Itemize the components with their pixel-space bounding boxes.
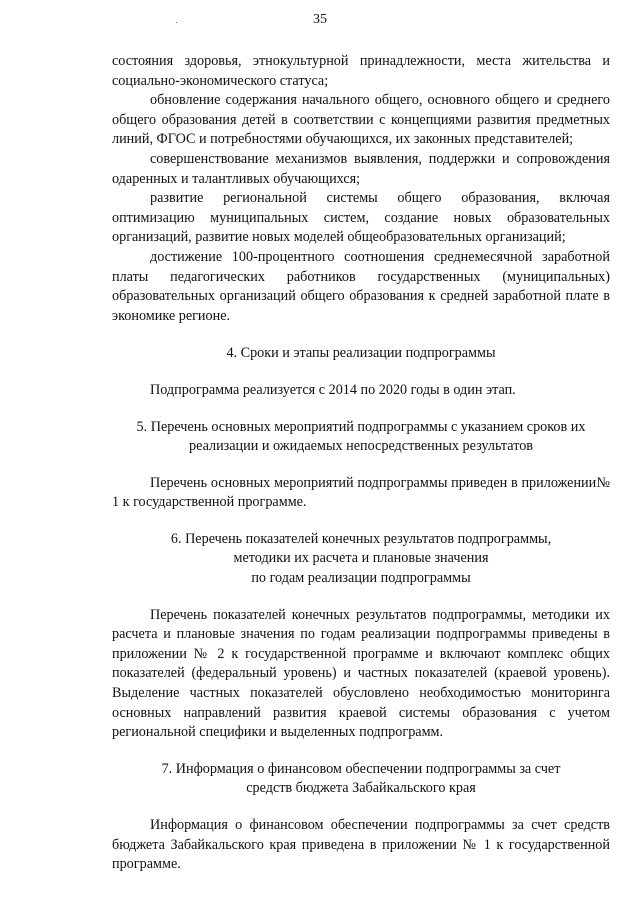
section-6-heading-line3: по годам реализации подпрограммы — [251, 570, 471, 587]
page-number: 35 — [313, 12, 327, 27]
section-4-text: Подпрограмма реализуется с 2014 по 2020 годы в один этап. — [150, 381, 516, 398]
section-7-heading-line2: средств бюджета Забайкальского края — [246, 780, 476, 797]
section-5-heading-line2: реализации и ожидаемых непосредственных результатов — [189, 438, 533, 455]
section-6-text: Перечень показателей конечных результатов подпрограммы, методики их расчета и плановые значения по годам реализации подпрограммы приведены в приложении № 2 к государственной программе и включают комплекс общих показателей (федеральный уровень) и частных показателей (краевой уровень). Выделение частных показателей обусловлено необходимостью мониторинга основных направлений развития краевой системы образования с учетом региональной специфики и выделенных подпрограмм. — [112, 606, 610, 741]
section-7-heading — [112, 760, 610, 799]
section-7-text: Информация о финансовом обеспечении подпрограммы за счет средств бюджета Забайкальского края приведена в приложении № 1 к государственной программе. — [112, 817, 610, 873]
section-5-heading-line1: 5. Перечень основных мероприятий подпрограммы с указанием сроков их — [136, 418, 586, 435]
section-6-heading — [112, 530, 610, 589]
list-item: достижение 100-процентного соотношения среднемесячной заработной платы педагогических работников государственных (муниципальных) образовательных организаций общего образования к средней заработной плате в экономике регионе. — [112, 248, 610, 324]
section-4-heading-line: 4. Сроки и этапы реализации подпрограммы — [226, 345, 496, 362]
section-5-heading — [112, 418, 610, 457]
scan-mark — [176, 22, 177, 23]
document-body — [112, 52, 610, 875]
section-6-heading-line1: 6. Перечень показателей конечных результатов подпрограммы, — [170, 530, 552, 547]
list-item-continuation: состояния здоровья, этнокультурной принадлежности, места жительства и социально-экономического статуса; — [112, 53, 610, 89]
section-5-text: Перечень основных мероприятий подпрограммы приведен в приложении№ 1 к государственной программе. — [112, 474, 610, 511]
section-4-heading — [112, 344, 610, 364]
list-item: обновление содержания начального общего, основного общего и среднего общего образования детей в соответствии с концепциями развития предметных линий, ФГОС и потребностями обучающихся, их законных представителей; — [112, 92, 610, 148]
section-6-heading-line2: методики их расчета и плановые значения — [233, 550, 489, 567]
list-item: совершенствование механизмов выявления, поддержки и сопровождения одаренных и талантливых обучающихся; — [112, 150, 610, 187]
section-7-heading-line1: 7. Информация о финансовом обеспечении подпрограммы за счет — [161, 760, 561, 777]
list-item: развитие региональной системы общего образования, включая оптимизацию муниципальных систем, создание новых образовательных организаций, развитие новых моделей общеобразовательных организаций; — [112, 190, 610, 246]
